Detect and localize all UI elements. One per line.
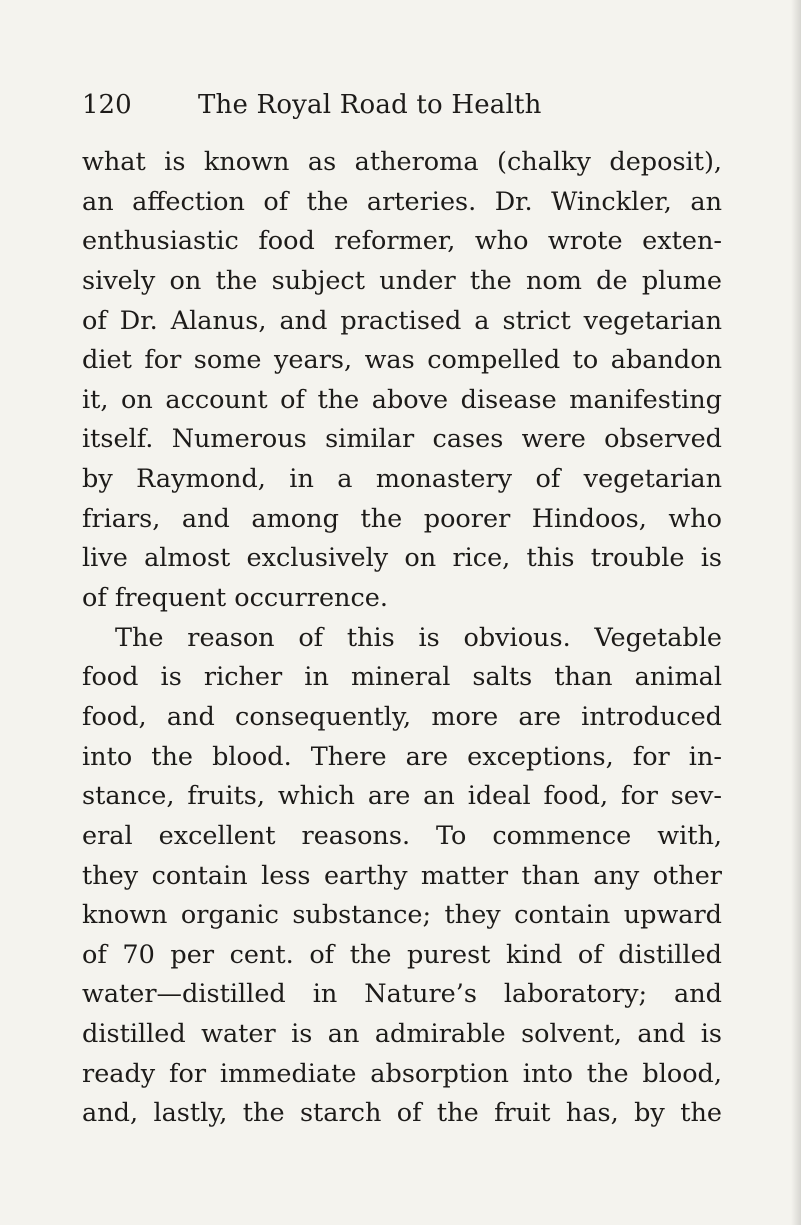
text-line: an affection of the arteries. Dr. Winckler, an [82, 186, 722, 217]
page-number: 120 [82, 90, 132, 120]
text-line: eral excellent reasons. To commence with, [82, 820, 722, 851]
text-line: food is richer in mineral salts than animal [82, 662, 722, 693]
text-line: of 70 per cent. of the purest kind of distilled [82, 939, 722, 970]
text-line: of Dr. Alanus, and practised a strict vegetarian [82, 305, 722, 336]
text-line: diet for some years, was compelled to abandon [82, 345, 722, 376]
text-line: enthusiastic food reformer, who wrote exten- [82, 226, 722, 257]
text-line: distilled water is an admirable solvent, and is [82, 1019, 722, 1050]
text-line: friars, and among the poorer Hindoos, who [82, 503, 722, 534]
running-title: The Royal Road to Health [198, 90, 542, 120]
page-edge-shadow [791, 0, 801, 1225]
paragraph-end-line: of frequent occurrence. [82, 583, 388, 614]
text-line: live almost exclusively on rice, this trouble is [82, 543, 722, 574]
text-line: stance, fruits, which are an ideal food, for sev- [82, 781, 722, 812]
text-line: ready for immediate absorption into the blood, [82, 1058, 722, 1089]
text-line: into the blood. There are exceptions, for in- [82, 741, 722, 772]
text-line: sively on the subject under the nom de plume [82, 265, 722, 296]
text-line: it, on account of the above disease manifesting [82, 384, 722, 415]
running-head [82, 88, 722, 122]
text-line: and, lastly, the starch of the fruit has, by the [82, 1098, 722, 1129]
text-line: what is known as atheroma (chalky deposit), [82, 147, 722, 177]
text-line: food, and consequently, more are introduced [82, 701, 722, 732]
text-line: they contain less earthy matter than any other [82, 860, 722, 891]
paragraph-start-line: The reason of this is obvious. Vegetable [115, 622, 722, 653]
text-line: itself. Numerous similar cases were observed [82, 424, 722, 455]
text-line: by Raymond, in a monastery of vegetarian [82, 464, 722, 495]
text-line: water—distilled in Nature’s laboratory; and [82, 979, 722, 1010]
text-line: known organic substance; they contain upward [82, 900, 722, 931]
body-text [82, 143, 722, 1134]
